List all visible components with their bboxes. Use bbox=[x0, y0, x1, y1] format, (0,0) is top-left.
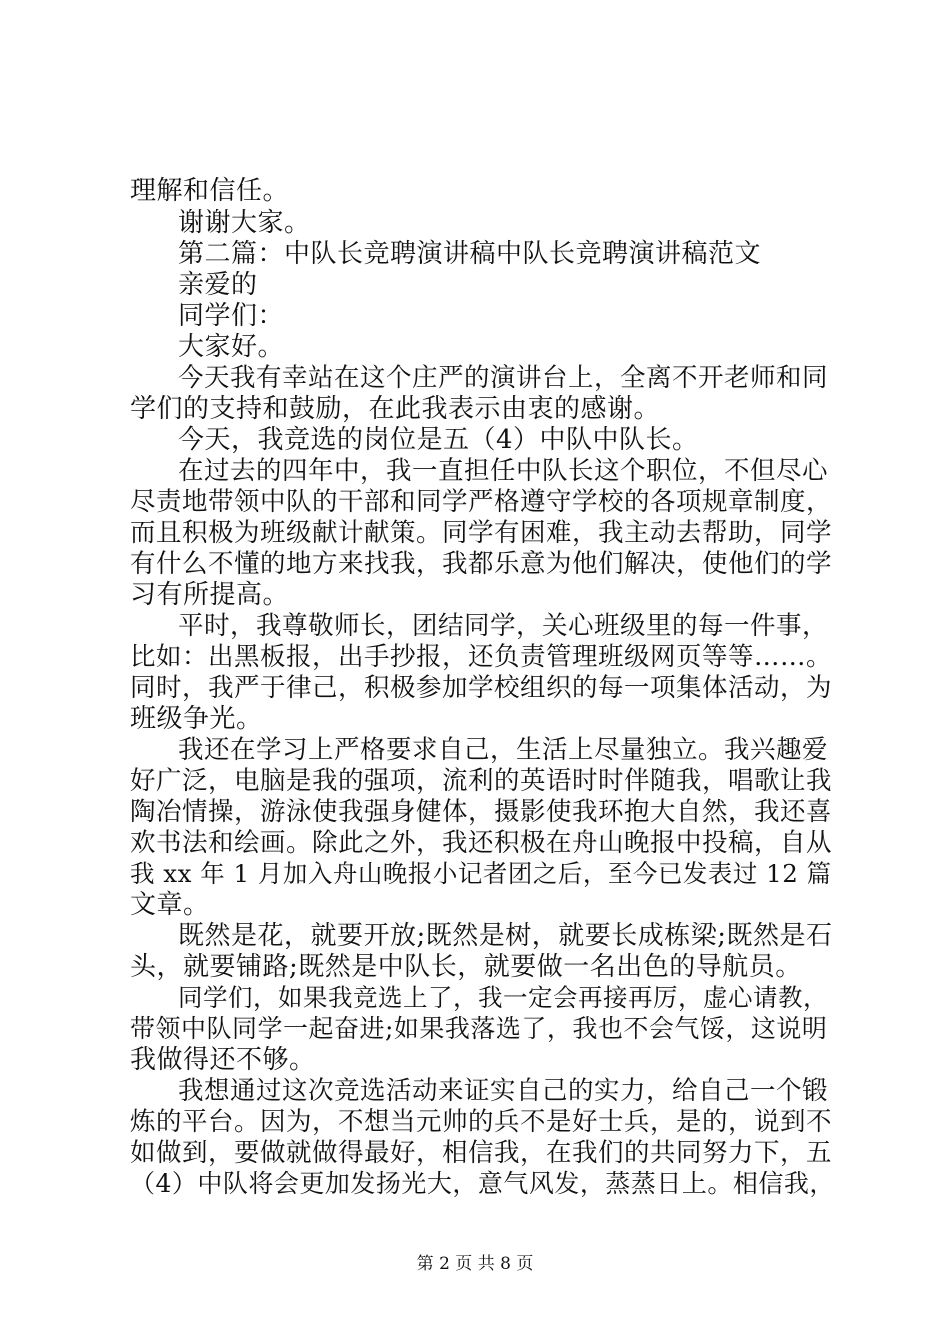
text-line: 欢书法和绘画。除此之外，我还积极在舟山晚报中投稿，自从 bbox=[130, 828, 833, 858]
text-line: 既然是花，就要开放;既然是树，就要长成栋梁;既然是石 bbox=[178, 921, 833, 951]
text-line: 谢谢大家。 bbox=[178, 208, 311, 238]
page-footer: 第 2 页 共 8 页 bbox=[416, 1254, 534, 1274]
text-line: （4）中队将会更加发扬光大，意气风发，蒸蒸日上。相信我， bbox=[130, 1169, 835, 1198]
text-line: 我想通过这次竞选活动来证实自己的实力，给自己一个锻 bbox=[178, 1076, 829, 1106]
text-line: 班级争光。 bbox=[130, 704, 263, 734]
text-line: 陶冶情操，游泳使我强身健体，摄影使我环抱大自然，我还喜 bbox=[130, 797, 833, 827]
text-line: 平时，我尊敬师长，团结同学，关心班级里的每一件事， bbox=[178, 611, 829, 641]
text-line: 而且积极为班级献计献策。同学有困难，我主动去帮助，同学 bbox=[130, 518, 833, 548]
text-line: 比如：出黑板报，出手抄报，还负责管理班级网页等等……。 bbox=[130, 642, 833, 672]
text-line: 好广泛，电脑是我的强项，流利的英语时时伴随我，唱歌让我 bbox=[130, 766, 833, 796]
text-line: 炼的平台。因为，不想当元帅的兵不是好士兵，是的，说到不 bbox=[130, 1107, 833, 1137]
text-line: 文章。 bbox=[130, 890, 210, 920]
text-line: 我做得还不够。 bbox=[130, 1045, 316, 1075]
text-line: 学们的支持和鼓励，在此我表示由衷的感谢。 bbox=[130, 394, 661, 424]
text-line: 大家好。 bbox=[178, 332, 285, 362]
text-line: 同学们： bbox=[178, 301, 285, 331]
text-line: 今天，我竞选的岗位是五（4）中队中队长。 bbox=[178, 425, 699, 455]
text-line: 今天我有幸站在这个庄严的演讲台上，全离不开老师和同 bbox=[178, 363, 829, 393]
text-line: 我 xx 年 1 月加入舟山晚报小记者团之后，至今已发表过 12 篇 bbox=[130, 859, 832, 888]
section-heading: 第二篇：中队长竞聘演讲稿中队长竞聘演讲稿范文 bbox=[178, 239, 762, 269]
text-line: 同时，我严于律己，积极参加学校组织的每一项集体活动，为 bbox=[130, 673, 833, 703]
text-line: 同学们，如果我竞选上了，我一定会再接再厉，虚心请教， bbox=[178, 983, 828, 1012]
text-line: 习有所提高。 bbox=[130, 580, 290, 610]
text-line: 理解和信任。 bbox=[130, 176, 290, 206]
text-line: 有什么不懂的地方来找我，我都乐意为他们解决，使他们的学 bbox=[130, 549, 833, 579]
text-line: 带领中队同学一起奋进;如果我落选了，我也不会气馁，这说明 bbox=[130, 1014, 828, 1043]
text-line: 头，就要铺路;既然是中队长，就要做一名出色的导航员。 bbox=[130, 952, 802, 982]
text-line: 亲爱的 bbox=[178, 270, 258, 300]
text-line: 如做到，要做就做得最好，相信我，在我们的共同努力下，五 bbox=[130, 1138, 833, 1168]
text-line: 尽责地带领中队的干部和同学严格遵守学校的各项规章制度， bbox=[130, 487, 833, 517]
text-line: 我还在学习上严格要求自己，生活上尽量独立。我兴趣爱 bbox=[178, 735, 829, 765]
text-line: 在过去的四年中，我一直担任中队长这个职位，不但尽心 bbox=[178, 456, 829, 486]
